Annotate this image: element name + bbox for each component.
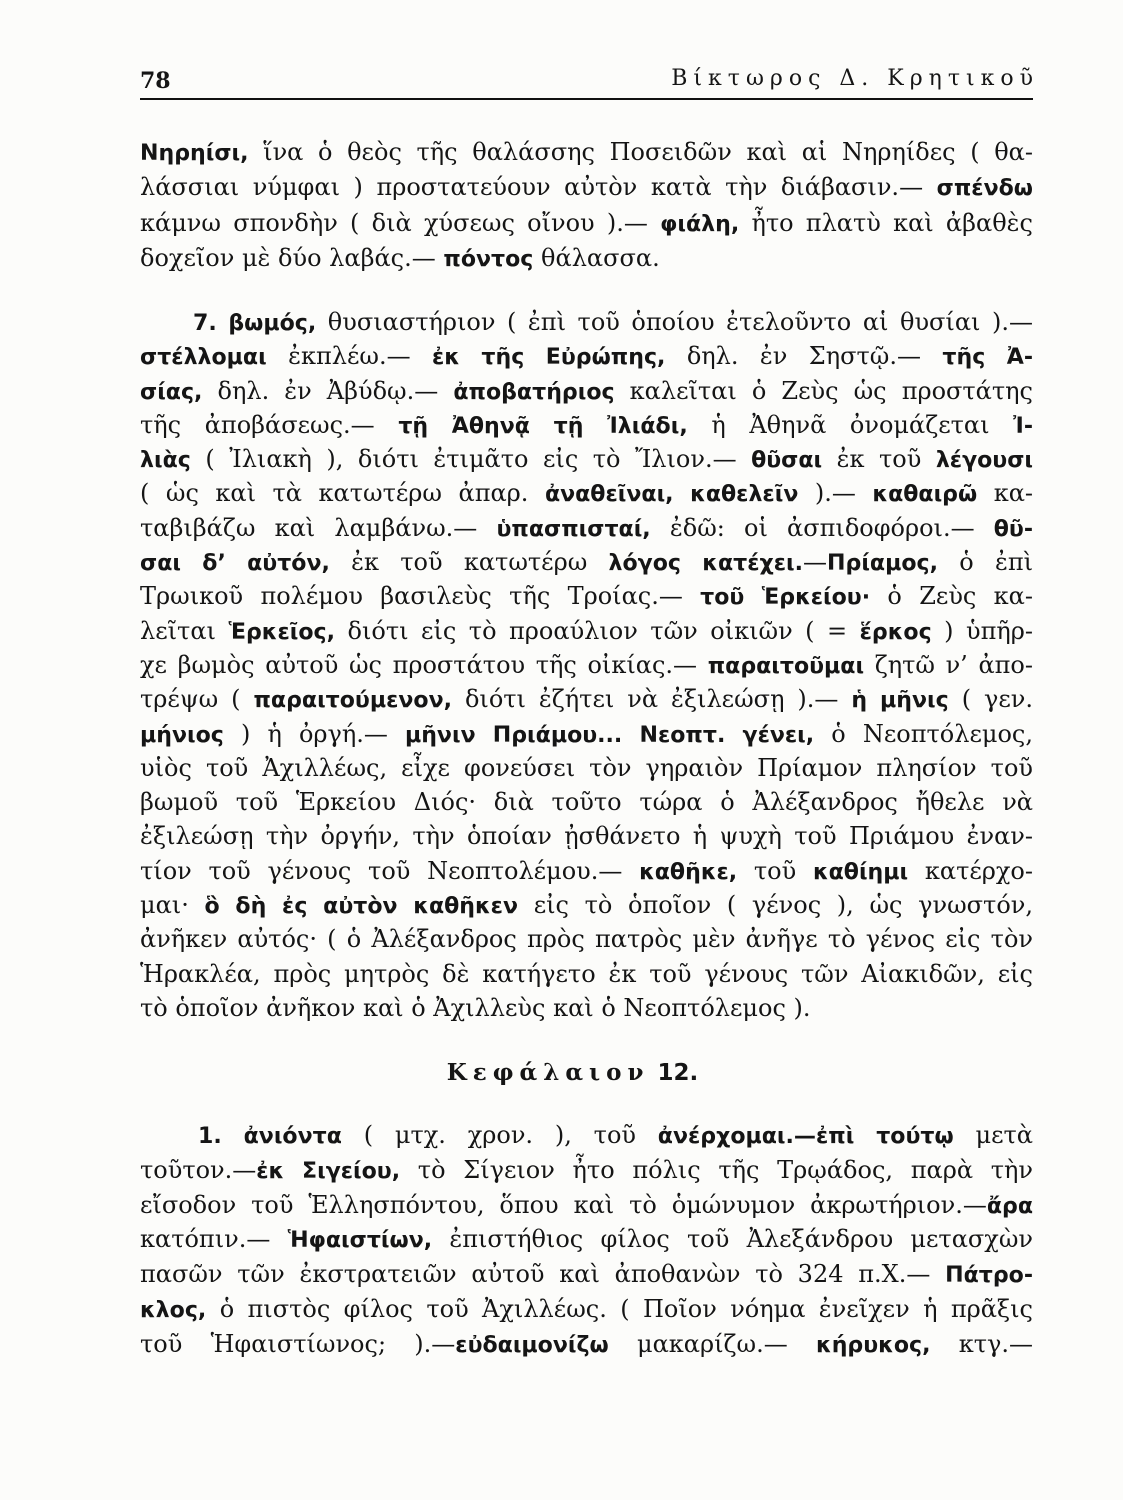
bold-headword: καθῆκε, xyxy=(639,859,738,885)
text-run: κατόπιν.— xyxy=(140,1225,288,1254)
bold-headword: εὐδαιμονίζω xyxy=(455,1332,609,1358)
text-run: πασῶν τῶν ἐκστρατειῶν αὐτοῦ καὶ ἀποθανὼν τὸ 324 π.Χ.— xyxy=(140,1260,946,1289)
text-run: θάλασσα. xyxy=(533,243,660,272)
text-line xyxy=(140,241,1033,276)
text-run: μακαρίζω.— xyxy=(608,1329,817,1358)
bold-headword: 1. ἀνιόντα xyxy=(198,1124,342,1149)
text-line xyxy=(140,374,1033,408)
bold-headword: ἐκ τῆς Εὐρώπης, xyxy=(432,345,666,371)
text-run: εἰς τὸ ὁποῖον ( γένος ), ὡς γνωστόν, xyxy=(518,891,1033,920)
text-line xyxy=(140,991,1033,1025)
text-run: δηλ. ἐν Σηστῷ.— xyxy=(665,342,943,371)
text-run: ἐξιλεώσῃ τὴν ὀργήν, τὴν ὁποίαν ᾐσθάνετο ἡ ψυχὴ τοῦ Πριάμου ἐναν- xyxy=(140,822,1033,851)
text-run: ὁ Ζεὺς κα- xyxy=(870,582,1033,611)
bold-headword: Ἡφαιστίων, xyxy=(287,1228,433,1254)
bold-headword: 7. βωμός, xyxy=(193,311,317,336)
chapter-heading-number: 12. xyxy=(657,1060,699,1086)
bold-headword: σίας, xyxy=(140,379,203,405)
text-run: χε βωμὸς αὐτοῦ ὡς προστάτου τῆς οἰκίας.— xyxy=(140,650,708,679)
text-run: ἦτο πλατὺ καὶ ἀβαθὲς xyxy=(739,208,1033,237)
text-run: ) ἡ ὀργή.— xyxy=(223,719,405,748)
text-run: διότι εἰς τὸ προαύλιον τῶν οἰκιῶν ( = xyxy=(335,616,860,645)
bold-headword: ἡ μῆνις xyxy=(851,688,949,714)
bold-headword: παραιτούμενον, xyxy=(253,688,453,714)
bold-headword: πόντος xyxy=(443,246,534,272)
text-run: θυσιαστήριον ( ἐπὶ τοῦ ὁποίου ἐτελοῦντο αἱ θυσίαι ).— xyxy=(316,308,1033,336)
text-run: ἐκπλέω.— xyxy=(266,342,432,371)
text-line xyxy=(140,1153,1033,1188)
text-line xyxy=(140,785,1033,819)
text-run: ( ὡς καὶ τὰ κατωτέρω ἀπαρ. xyxy=(140,479,545,508)
bold-headword: ἄρα xyxy=(986,1193,1033,1219)
text-run: μετὰ xyxy=(953,1121,1033,1149)
text-run: ( γεν. xyxy=(948,685,1033,714)
text-line xyxy=(140,888,1033,922)
bold-headword: τῇ Ἀθηνᾷ τῇ Ἰλιάδι, xyxy=(398,413,688,439)
text-run: λάσσιαι νύμφαι ) προστατεύουν αὐτὸν κατὰ τὴν διάβασιν.— xyxy=(140,173,937,202)
text-line xyxy=(140,545,1033,579)
text-run: βωμοῦ τοῦ Ἑρκείου Διός· διὰ τοῦτο τώρα ὁ Ἀλέξανδρος ἤθελε νὰ xyxy=(140,788,1033,817)
text-run: κάμνω σπονδὴν ( διὰ χύσεως οἴνου ).— xyxy=(140,208,661,237)
text-run: ζητῶ ν’ ἀπο- xyxy=(864,650,1033,679)
bold-headword: Νηρηίσι, xyxy=(140,141,249,166)
bold-headword: λέγουσι xyxy=(935,448,1033,474)
text-line xyxy=(140,135,1033,170)
bold-headword: φιάλη, xyxy=(660,211,740,237)
bold-headword: τῆς Ἀ- xyxy=(942,345,1033,371)
text-run: τοῦ xyxy=(737,856,813,885)
text-line xyxy=(140,1188,1033,1223)
paragraph-chapter-12-note-1 xyxy=(140,1118,1033,1362)
chapter-heading xyxy=(126,1055,1019,1090)
text-run: ὁ ἐπὶ xyxy=(938,548,1034,577)
paragraph-notes-continued xyxy=(140,135,1033,276)
text-line xyxy=(140,442,1033,476)
text-run: ) ὑπῆρ- xyxy=(931,616,1034,645)
bold-headword: ὑπασπισταί, xyxy=(496,516,651,542)
text-run: κατέρχο- xyxy=(908,856,1033,885)
text-run: Ἡρακλέα, πρὸς μητρὸς δὲ κατήγετο ἐκ τοῦ γένους τῶν Αἰακιδῶν, εἰς xyxy=(140,959,1033,988)
chapter-heading-word: Κεφάλαιον xyxy=(446,1059,650,1086)
text-line xyxy=(140,476,1033,510)
text-run: τρέψω ( xyxy=(140,685,254,714)
text-run: ὁ Νεοπτόλεμος, xyxy=(814,719,1034,748)
bold-headword: σαι δ’ αὐτόν, xyxy=(140,551,330,577)
text-run: καλεῖται ὁ Ζεὺς ὡς προστάτης xyxy=(614,376,1033,405)
bold-headword: λιὰς xyxy=(140,448,191,474)
bold-headword: καθαιρῶ xyxy=(872,482,978,508)
text-run: ἐκ τοῦ xyxy=(822,445,936,474)
text-line xyxy=(140,1257,1033,1292)
text-run: δηλ. ἐν Ἀβύδῳ.— xyxy=(202,376,454,405)
page-number: 78 xyxy=(140,68,171,94)
text-line xyxy=(140,206,1033,241)
text-line xyxy=(140,579,1033,613)
running-title: Βίκτωρος Δ. Κρητικοῦ xyxy=(671,66,1039,91)
text-run: τὸ Σίγειον ἦτο πόλις τῆς Τρῳάδος, παρὰ τὴν xyxy=(400,1155,1033,1184)
bold-headword: Ἑρκεῖος, xyxy=(228,619,336,645)
text-run: ἡ Ἀθηνᾶ ὀνομάζεται xyxy=(687,410,1014,439)
text-line xyxy=(140,682,1033,716)
bold-headword: καθίημι xyxy=(812,859,909,885)
text-line xyxy=(140,1222,1033,1257)
bold-headword: τοῦ Ἑρκείου· xyxy=(700,585,871,611)
text-run: ἐδῶ: οἱ ἀσπιδοφόροι.— xyxy=(650,513,994,542)
bold-headword: σπένδω xyxy=(936,176,1033,202)
text-run: τίον τοῦ γένους τοῦ Νεοπτολέμου.— xyxy=(140,856,640,885)
text-run: εἴσοδον τοῦ Ἑλλησπόντου, ὅπου καὶ τὸ ὁμώνυμον ἀκρωτήριον.— xyxy=(140,1190,987,1219)
text-run: — xyxy=(803,548,828,577)
text-run: ἐπιστήθιος φίλος τοῦ Ἀλεξάνδρου μετασχὼν xyxy=(432,1225,1033,1254)
text-line xyxy=(140,170,1033,205)
bold-headword: Πάτρο- xyxy=(945,1263,1033,1289)
text-line xyxy=(140,1327,1033,1362)
text-run: ταβιβάζω καὶ λαμβάνω.— xyxy=(140,513,497,542)
bold-headword: ἀνέρχομαι.—ἐπὶ τούτῳ xyxy=(657,1124,954,1149)
text-run: κτγ.— xyxy=(930,1329,1033,1358)
text-run: ἐκ τοῦ κατωτέρω xyxy=(329,548,609,577)
text-line xyxy=(140,751,1033,785)
text-run: ( Ἰλιακὴ ), διότι ἐτιμᾶτο εἰς τὸ Ἴλιον.— xyxy=(190,445,752,474)
text-run: ὁ πιστὸς φίλος τοῦ Ἀχιλλέως. ( Ποῖον νόημα ἐνεῖχεν ἡ πρᾶξις xyxy=(206,1294,1033,1323)
bold-headword: κλος, xyxy=(140,1297,207,1323)
text-run: τοῦτον.— xyxy=(140,1155,257,1184)
bold-headword: στέλλομαι xyxy=(140,345,267,371)
bold-headword: μήνιος xyxy=(140,722,224,748)
text-run: μαι· xyxy=(140,891,205,920)
text-line xyxy=(140,511,1033,545)
text-line xyxy=(140,1292,1033,1327)
text-run: λεῖται xyxy=(140,616,229,645)
bold-headword: Πρίαμος, xyxy=(827,551,938,577)
paragraph-note-7 xyxy=(140,305,1033,1025)
text-run: ἀνῆκεν αὐτός· ( ὁ Ἀλέξανδρος πρὸς πατρὸς μὲν ἀνῆγε τὸ γένος εἰς τὸν xyxy=(140,925,1033,954)
bold-headword: θῦσαι xyxy=(751,448,823,474)
bold-headword: ὃ δὴ ἐς αὐτὸν καθῆκεν xyxy=(204,894,519,920)
text-run: διότι ἐζήτει νὰ ἐξιλεώσῃ ).— xyxy=(452,685,852,714)
text-run: ἵνα ὁ θεὸς τῆς θαλάσσης Ποσειδῶν καὶ αἱ Νηρηίδες ( θα- xyxy=(248,138,1033,166)
text-line xyxy=(140,819,1033,853)
bold-headword: Ἰ- xyxy=(1013,413,1034,439)
text-line xyxy=(140,717,1033,751)
bold-headword: ἕρκος xyxy=(859,619,932,645)
header-rule xyxy=(140,98,1033,100)
text-line xyxy=(140,648,1033,682)
text-run: κα- xyxy=(977,479,1034,508)
bold-headword: ἐκ Σιγείου, xyxy=(256,1158,401,1184)
text-run: τοῦ Ἡφαιστίωνος; ).— xyxy=(140,1329,456,1358)
text-run: δοχεῖον μὲ δύο λαβάς.— xyxy=(140,243,444,272)
bold-headword: ἀναθεῖναι, καθελεῖν xyxy=(544,482,799,508)
text-run: τὸ ὁποῖον ἀνῆκον καὶ ὁ Ἀχιλλεὺς καὶ ὁ Νεοπτόλεμος ). xyxy=(140,993,811,1022)
bold-headword: κήρυκος, xyxy=(816,1332,931,1358)
text-run: Τρωικοῦ πολέμου βασιλεὺς τῆς Τροίας.— xyxy=(140,582,701,611)
bold-headword: λόγος κατέχει. xyxy=(608,551,804,577)
text-run: τῆς ἀποβάσεως.— xyxy=(140,410,399,439)
text-line xyxy=(140,1118,1033,1153)
text-line xyxy=(140,922,1033,956)
text-line xyxy=(140,614,1033,648)
text-run: ( μτχ. χρον. ), τοῦ xyxy=(341,1121,658,1149)
bold-headword: ἀποβατήριος xyxy=(453,379,615,405)
bold-headword: μῆνιν Πριάμου... Νεοπτ. γένει, xyxy=(404,722,815,748)
text-line xyxy=(140,854,1033,888)
text-line xyxy=(140,305,1033,339)
text-line xyxy=(140,339,1033,373)
text-line xyxy=(140,408,1033,442)
bold-headword: παραιτοῦμαι xyxy=(707,653,865,679)
text-line xyxy=(140,957,1033,991)
text-run: υἱὸς τοῦ Ἀχιλλέως, εἶχε φονεύσει τὸν γηραιὸν Πρίαμον πλησίον τοῦ xyxy=(140,753,1033,782)
bold-headword: θῦ- xyxy=(993,516,1033,542)
text-run: ).— xyxy=(798,479,873,508)
